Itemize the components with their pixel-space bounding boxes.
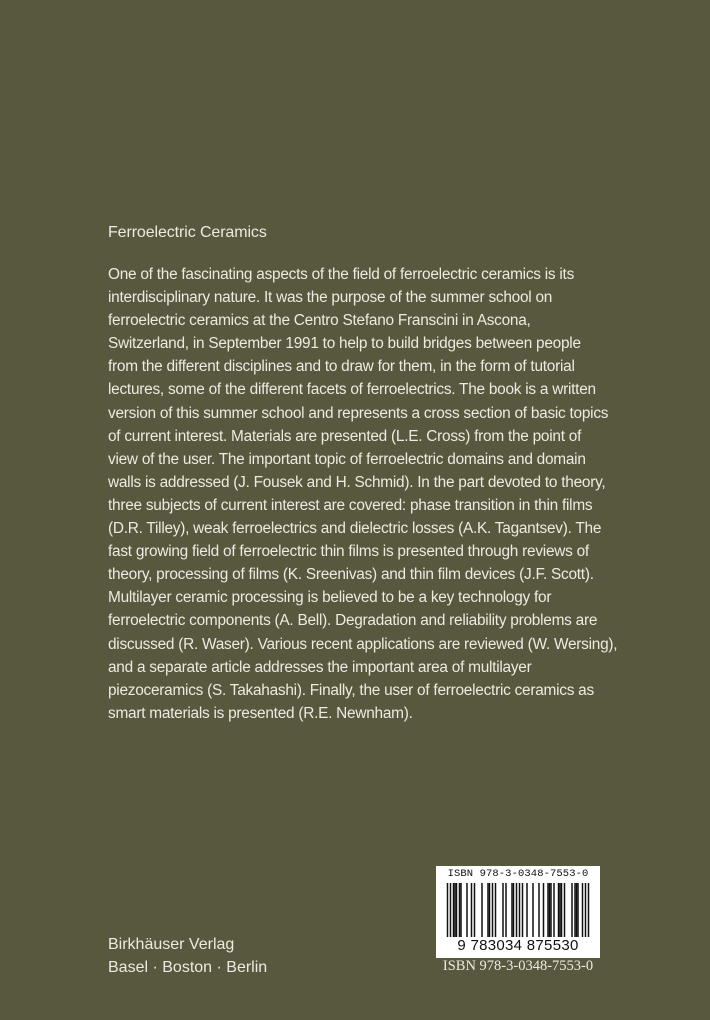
barcode-bar	[460, 883, 462, 937]
description-line: Switzerland, in September 1991 to help to build bridges between people	[108, 335, 581, 353]
barcode-bar	[454, 883, 456, 937]
description-line: theory, processing of films (K. Sreenivas) and thin film devices (J.F. Scott).	[108, 566, 594, 584]
barcode-bar	[550, 883, 552, 937]
barcode-bar	[487, 883, 489, 937]
barcode-bar	[519, 883, 521, 943]
description-line: walls is addressed (J. Fousek and H. Schmid). In the part devoted to theory,	[108, 473, 606, 491]
barcode-bar	[564, 883, 566, 937]
description-line: piezoceramics (S. Takahashi). Finally, the user of ferroelectric ceramics as	[108, 681, 594, 699]
description-line: from the different disciplines and to draw for them, in the form of tutorial	[108, 358, 575, 376]
description-line: ferroelectric ceramics at the Centro Stefano Franscini in Ascona,	[108, 312, 531, 330]
description-line: Multilayer ceramic processing is believed to be a key technology for	[108, 589, 552, 607]
barcode-bar	[502, 883, 504, 937]
barcode-bar	[559, 883, 561, 937]
description-text	[108, 263, 618, 725]
barcode-digits: 9 783034 875530	[436, 937, 600, 954]
book-title: Ferroelectric Ceramics	[108, 224, 267, 241]
description-line: discussed (R. Waser). Various recent applications are reviewed (W. Wersing),	[108, 635, 618, 653]
barcode-bar	[574, 883, 576, 937]
publisher-name: Birkhäuser Verlag	[108, 936, 235, 953]
barcode-bar	[576, 883, 578, 937]
barcode-bar	[456, 883, 458, 937]
barcode-bar	[466, 883, 468, 937]
barcode-bar	[505, 883, 507, 937]
barcode-label	[436, 866, 600, 958]
description-line: and a separate article addresses the important area of multilayer	[108, 658, 532, 676]
description-line: lectures, some of the different facets of ferroelectrics. The book is a written	[108, 381, 596, 399]
publisher-cities: Basel · Boston · Berlin	[108, 959, 268, 976]
barcode-bar	[558, 883, 560, 937]
description-line: of current interest. Materials are presented (L.E. Cross) from the point of	[108, 427, 582, 445]
barcode-bar	[538, 883, 540, 937]
description-line: ferroelectric components (A. Bell). Degradation and reliability problems are	[108, 612, 598, 630]
barcode-bar	[447, 883, 449, 943]
barcode-bar	[459, 883, 461, 937]
description-line: One of the fascinating aspects of the field of ferroelectric ceramics is its	[108, 266, 575, 283]
barcode-bar	[522, 883, 524, 937]
barcode-bar	[481, 883, 483, 937]
description-line: fast growing field of ferroelectric thin films is presented through reviews of	[108, 543, 589, 561]
description-line: view of the user. The important topic of ferroelectric domains and domain	[108, 450, 586, 468]
barcode-bar	[450, 883, 452, 943]
publisher-block	[108, 933, 267, 979]
barcode-bar	[588, 883, 590, 943]
barcode-bar	[513, 883, 515, 937]
description-line: interdisciplinary nature. It was the purpose of the summer school on	[108, 289, 553, 307]
barcode-bar	[492, 883, 494, 937]
barcode-isbn-top: ISBN 978-3-0348-7553-0	[447, 868, 589, 880]
barcode-bar	[547, 883, 549, 937]
description-line: three subjects of current interest are covered: phase transition in thin films	[108, 496, 593, 514]
description-line: version of this summer school and represents a cross section of basic topics	[108, 404, 609, 422]
barcode-bar	[516, 883, 518, 943]
barcode-bar	[471, 883, 473, 937]
barcode-bar	[474, 883, 476, 937]
barcode-bar	[553, 883, 555, 937]
barcode-bar	[582, 883, 584, 937]
barcode-bar	[532, 883, 534, 937]
barcode-bar	[577, 883, 579, 937]
barcode-bar	[543, 883, 545, 937]
barcode-bar	[511, 883, 513, 937]
description-line: smart materials is presented (R.E. Newnham).	[108, 704, 413, 722]
barcode-bar	[495, 883, 497, 937]
barcode-bar	[489, 883, 491, 937]
description-line: (D.R. Tilley), weak ferroelectrics and dielectric losses (A.K. Tagantsev). The	[108, 520, 602, 538]
barcode-bar	[585, 883, 587, 943]
barcode-bar	[561, 883, 563, 937]
isbn-text: ISBN 978-3-0348-7553-0	[442, 958, 594, 974]
barcode-bar	[526, 883, 528, 937]
barcode-bar	[453, 883, 455, 937]
barcode-bar	[549, 883, 551, 937]
barcode-bar	[571, 883, 573, 937]
